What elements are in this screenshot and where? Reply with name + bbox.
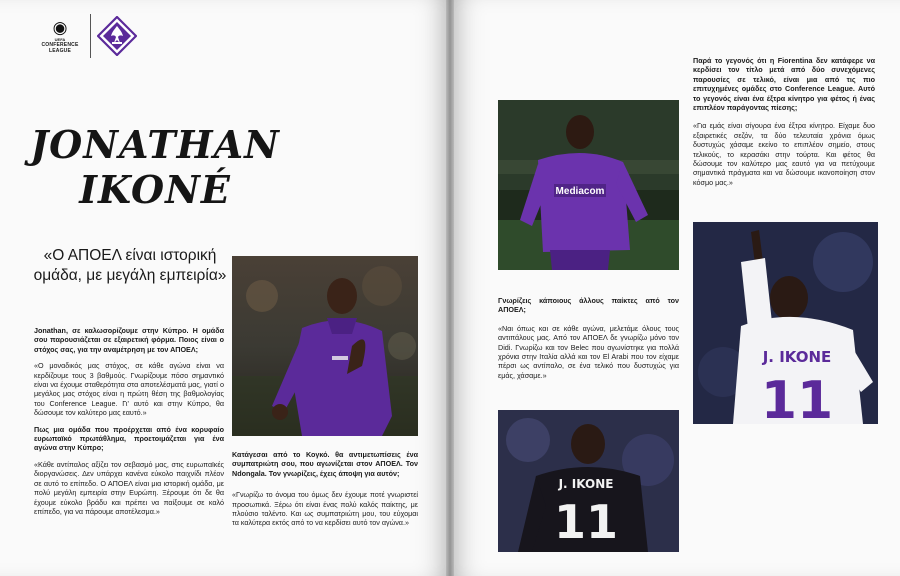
interview-answer: «Κάθε αντίπαλος αξίζει τον σεβασμό μας, στις ευρωπαϊκές διοργανώσεις. Δεν υπάρχει κανένα εύκολο παιχνίδι πλέον σε αυτό το επίπεδο. Ο ΑΠΟΕΛ είναι μια ιστορική ομάδα, με πολύ μεγάλη εμπειρία στην Ευρώπη. Ξέρουμε ότι δε θα έχουμε εύκολο βράδυ και πρέπει να παίξουμε σε καλό επίπεδο, για να πάρουμε αποτέλεσμα.» [34, 459, 224, 516]
photo-ikone-white-kit-pointing [693, 222, 878, 424]
pull-quote: «Ο ΑΠΟΕΛ είναι ιστορική ομάδα, με μεγάλη εμπειρία» [33, 247, 227, 284]
jersey-name-label-white: J. IKONE [762, 348, 832, 366]
jersey-number-label-white: 11 [760, 371, 834, 424]
fiorentina-crest-icon [97, 16, 137, 56]
conference-league-logo [36, 14, 84, 58]
middle-column-text [232, 450, 418, 528]
jersey-number-label: 11 [553, 495, 619, 549]
logo-bar [36, 14, 137, 58]
player-name-heading [30, 122, 280, 212]
interview-question: Πως μια ομάδα που προέρχεται από ένα κορυφαίο ευρωπαϊκό πρωτάθλημα, προετοιμάζεται για ένα αγώνα στην Κύπρο; [34, 424, 224, 453]
right-page [450, 0, 900, 576]
player-last-name: IKONÉ [79, 167, 231, 212]
page-gutter [446, 0, 454, 576]
interview-question: Παρά το γεγονός ότι η Fiorentina δεν κατάφερε να κερδίσει τον τίτλο μετά από δύο συνεχόμενες παρουσίες σε τελικό, είναι μια από τις πιο επιτυχημένες ομάδες στο Conference League. Αυτό το γεγονός είναι ένα έξτρα κίνητρο για φέτος ή ένας επιπλέον παράγοντας πίεσης; [693, 56, 875, 113]
interview-answer: «Ο μοναδικός μας στόχος, σε κάθε αγώνα είναι να κερδίζουμε τους 3 βαθμούς. Γνωρίζουμε πόσο σημαντικό είναι να έχουμε σταθερότητα στα αποτελέσματά μας, γιατί ο μεγάλος μας στόχος είναι η πρώτη θέση της βαθμολογίας του Conference League. Γι' αυτό και στην Κύπρο, θα δώσουμε τον καλύτερο μας εαυτό.» [34, 361, 224, 418]
photo-ikone-celebrating [232, 256, 418, 436]
left-column-text [34, 326, 224, 516]
photo-ikone-running [498, 100, 679, 270]
player-first-name: JONATHAN [30, 122, 280, 167]
interview-answer: «Για εμάς είναι σίγουρα ένα έξτρα κίνητρο. Είχαμε δυο εξαιρετικές σεζόν, τα δύο τελευταία χρόνια όμως δυστυχώς χάσαμε εκείνο το επιπλέον σημείο, στους τελικούς, το κερασάκι στην τούρτα. Και φέτος θα δώσουμε τον καλύτερο μας εαυτό για να πετύχουμε σημαντικά πράγματα και να δώσουμε ικανοποίηση στον κόσμο μας.» [693, 121, 875, 187]
conference-league-logo-line1: UEFA [54, 36, 66, 42]
conference-league-logo-line3: LEAGUE [48, 47, 72, 54]
right-column-text [693, 56, 875, 187]
logo-divider [90, 14, 91, 58]
interview-answer: «Ναι όπως και σε κάθε αγώνα, μελετάμε όλους τους αντιπάλους μας. Από τον ΑΠΟΕΛ δε γνωρίζω μόνο τον Didi. Γνωρίζω και τον Belec που αγωνίστηκε για πολλά χρόνια στην Ιταλία αλλά και τον El Arabi που τον είχαμε πέρσι ως αντίπαλο, σε ένα τελικό που δυστυχώς για εμάς, χάσαμε.» [498, 323, 679, 380]
right-middle-column-text [498, 296, 679, 380]
interview-question: Jonathan, σε καλωσορίζουμε στην Κύπρο. Η ομάδα σου παρουσιάζεται σε εξαιρετική φόρμα. Ποιος είναι ο στόχος σας, για την αναμέτρηση με τον ΑΠΟΕΛ; [34, 326, 224, 354]
photo-ikone-back-dark-kit [498, 410, 679, 552]
conference-league-logo-line2: CONFERENCE [41, 41, 79, 48]
jersey-name-label: J. IKONE [558, 477, 614, 491]
interview-answer: «Γνωρίζω το όνομα του όμως δεν έχουμε ποτέ γνωριστεί προσωπικά. Ξέρω ότι είναι ένας πολύ καλός παίκτης, με πλούσιο ταλέντο. Και ως συμπατριώτη μου, του εύχομαι τα καλύτερα εκτός από το να κερδίσει αυτό τον αγώνα.» [232, 490, 418, 528]
sponsor-label: Mediacom [555, 186, 605, 197]
conference-league-emblem-icon: ◉ [52, 17, 68, 37]
interview-question: Κατάγεσαι από το Κογκό. θα αντιμετωπίσεις ένα συμπατριώτη σου, που αγωνίζεται στον ΑΠΟΕΛ. Τον Ndongala. Τον γνωρίζεις, έχεις άποψη για αυτόν; [232, 450, 418, 478]
interview-question: Γνωρίζεις κάποιους άλλους παίκτες από τον ΑΠΟΕΛ; [498, 296, 679, 315]
